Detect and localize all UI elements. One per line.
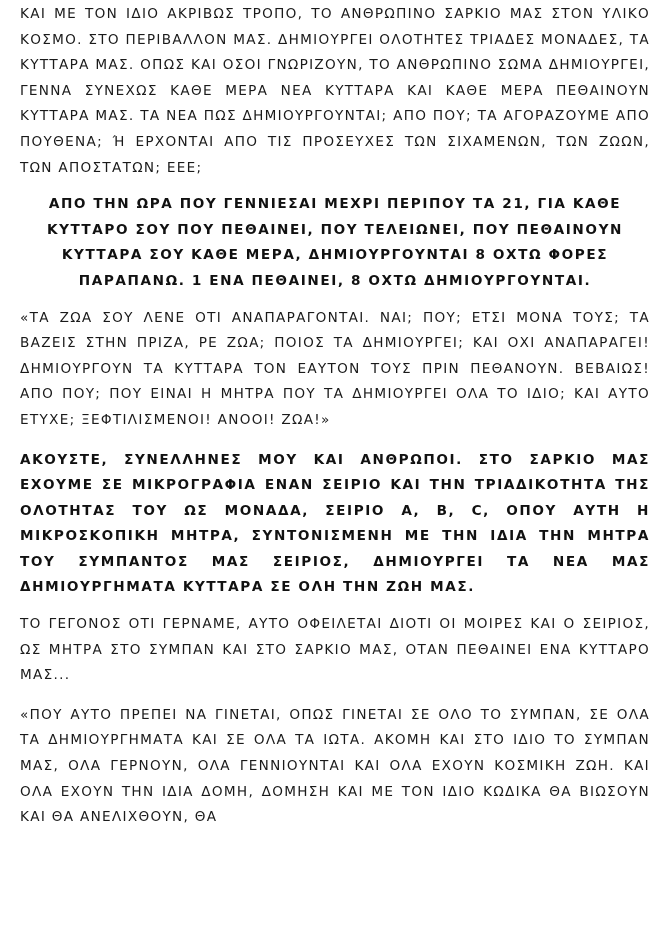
paragraph-intro: ΚΑΙ ΜΕ ΤΟΝ ΙΔΙΟ ΑΚΡΙΒΩΣ ΤΡΟΠΟ, ΤΟ ΑΝΘΡΩΠΙΝΟ ΣΑΡΚΙΟ ΜΑΣ ΣΤΟΝ ΥΛΙΚΟ ΚΟΣΜΟ. ΣΤΟ ΠΕΡΙΒΑΛΛΟΝ ΜΑΣ. ΔΗΜΙΟΥΡΓΕΙ ΟΛΟΤΗΤΕΣ ΤΡΙΑΔΕΣ ΜΟΝΑΔΕΣ, ΤΑ ΚΥΤΤΑΡΑ ΜΑΣ. ΟΠΩΣ ΚΑΙ ΟΣΟΙ ΓΝΩΡΙΖΟΥΝ, ΤΟ ΑΝΘΡΩΠΙΝΟ ΣΩΜΑ ΔΗΜΙΟΥΡΓΕΙ, ΓΕΝΝΑ ΣΥΝΕΧΩΣ ΚΑΘΕ ΜΕΡΑ ΝΕΑ ΚΥΤΤΑΡΑ ΚΑΙ ΚΑΘΕ ΜΕΡΑ ΠΕΘΑΙΝΟΥΝ ΚΥΤΤΑΡΑ ΜΑΣ. ΤΑ ΝΕΑ ΠΩΣ ΔΗΜΙΟΥΡΓΟΥΝΤΑΙ; ΑΠΟ ΠΟΥ; ΤΑ ΑΓΟΡΑΖΟΥΜΕ ΑΠΟ ΠΟΥΘΕΝΑ; Ή ΕΡΧΟΝΤΑΙ ΑΠΟ ΤΙΣ ΠΡΟΣΕΥΧΕΣ ΤΩΝ ΣΙΧΑΜΕΝΩΝ, ΤΩΝ ΖΩΩΝ, ΤΩΝ ΑΠΟΣΤΑΤΩΝ; ΕΕΕ; [20, 6, 650, 176]
paragraph-emphasis-cells: ΑΠΟ ΤΗΝ ΩΡΑ ΠΟΥ ΓΕΝΝΙΕΣΑΙ ΜΕΧΡΙ ΠΕΡΙΠΟΥ ΤΑ 21, ΓΙΑ ΚΑΘΕ ΚΥΤΤΑΡΟ ΣΟΥ ΠΟΥ ΠΕΘΑΙΝΕΙ, ΠΟΥ ΤΕΛΕΙΩΝΕΙ, ΠΟΥ ΠΕΘΑΙΝΟΥΝ ΚΥΤΤΑΡΑ ΣΟΥ ΚΑΘΕ ΜΕΡΑ, ΔΗΜΙΟΥΡΓΟΥΝΤΑΙ 8 ΟΧΤΩ ΦΟΡΕΣ ΠΑΡΑΠΑΝΩ. 1 ΕΝΑ ΠΕΘΑΙΝΕΙ, 8 ΟΧΤΩ ΔΗΜΙΟΥΡΓΟΥΝΤΑΙ. [46, 196, 623, 289]
paragraph-quote-universe: «ΠΟΥ ΑΥΤΟ ΠΡΕΠΕΙ ΝΑ ΓΙΝΕΤΑΙ, ΟΠΩΣ ΓΙΝΕΤΑΙ ΣΕ ΟΛΟ ΤΟ ΣΥΜΠΑΝ, ΣΕ ΟΛΑ ΤΑ ΔΗΜΙΟΥΡΓΗΜΑΤΑ ΚΑΙ ΣΕ ΟΛΑ ΤΑ ΙΩΤΑ. ΑΚΟΜΗ ΚΑΙ ΣΤΟ ΙΔΙΟ ΤΟ ΣΥΜΠΑΝ ΜΑΣ, ΟΛΑ ΓΕΡΝΟΥΝ, ΟΛΑ ΓΕΝΝΙΟΥΝΤΑΙ ΚΑΙ ΟΛΑ ΕΧΟΥΝ ΚΟΣΜΙΚΗ ΖΩΗ. ΚΑΙ ΟΛΑ ΕΧΟΥΝ ΤΗΝ ΙΔΙΑ ΔΟΜΗ, ΔΟΜΗΣΗ ΚΑΙ ΜΕ ΤΟΝ ΙΔΙΟ ΚΩΔΙΚΑ ΘΑ ΒΙΩΣΟΥΝ ΚΑΙ ΘΑ ΑΝΕΛΙΧΘΟΥΝ, ΘΑ [20, 706, 650, 826]
paragraph-quote-animals: «ΤΑ ΖΩΑ ΣΟΥ ΛΕΝΕ ΟΤΙ ΑΝΑΠΑΡΑΓΟΝΤΑΙ. ΝΑΙ; ΠΟΥ; ΕΤΣΙ ΜΟΝΑ ΤΟΥΣ; ΤΑ ΒΑΖΕΙΣ ΣΤΗΝ ΠΡΙΖΑ, ΡΕ ΖΩΑ; ΠΟΙΟΣ ΤΑ ΔΗΜΙΟΥΡΓΕΙ; ΚΑΙ ΟΧΙ ΑΝΑΠΑΡΑΓΕΙ! ΔΗΜΙΟΥΡΓΟΥΝ ΤΑ ΚΥΤΤΑΡΑ ΤΟΝ ΕΑΥΤΟΝ ΤΟΥΣ ΠΡΙΝ ΠΕΘΑΝΟΥΝ. ΒΕΒΑΙΩΣ! ΑΠΟ ΠΟΥ; ΠΟΥ ΕΙΝΑΙ Η ΜΗΤΡΑ ΠΟΥ ΤΑ ΔΗΜΙΟΥΡΓΕΙ ΟΛΑ ΤΟ ΙΔΙΟ; ΚΑΙ ΑΥΤΟ ΕΤΥΧΕ; ΞΕΦΤΙΛΙΣΜΕΝΟΙ! ΑΝΟΟΙ! ΖΩΑ!» [20, 309, 650, 428]
paragraph-address-sirius: ΑΚΟΥΣΤΕ, ΣΥΝΕΛΛΗΝΕΣ ΜΟΥ ΚΑΙ ΑΝΘΡΩΠΟΙ. ΣΤΟ ΣΑΡΚΙΟ ΜΑΣ ΕΧΟΥΜΕ ΣΕ ΜΙΚΡΟΓΡΑΦΙΑ ΕΝΑΝ ΣΕΙΡΙΟ ΚΑΙ ΤΗΝ ΤΡΙΑΔΙΚΟΤΗΤΑ ΤΗΣ ΟΛΟΤΗΤΑΣ ΤΟΥ ΩΣ ΜΟΝΑΔΑ, ΣΕΙΡΙΟ Α, Β, C, ΟΠΟΥ ΑΥΤΗ Η ΜΙΚΡΟΣΚΟΠΙΚΗ ΜΗΤΡΑ, ΣΥΝΤΟΝΙΣΜΕΝΗ ΜΕ ΤΗΝ ΙΔΙΑ ΤΗΝ ΜΗΤΡΑ ΤΟΥ ΣΥΜΠΑΝΤΟΣ ΜΑΣ ΣΕΙΡΙΟΣ, ΔΗΜΙΟΥΡΓΕΙ ΤΑ ΝΕΑ ΜΑΣ ΔΗΜΙΟΥΡΓΗΜΑΤΑ ΚΥΤΤΑΡΑ ΣΕ ΟΛΗ ΤΗΝ ΖΩΗ ΜΑΣ. [20, 451, 650, 596]
paragraph-aging: ΤΟ ΓΕΓΟΝΟΣ ΟΤΙ ΓΕΡΝΑΜΕ, ΑΥΤΟ ΟΦΕΙΛΕΤΑΙ ΔΙΟΤΙ ΟΙ ΜΟΙΡΕΣ ΚΑΙ Ο ΣΕΙΡΙΟΣ, ΩΣ ΜΗΤΡΑ ΣΤΟ ΣΥΜΠΑΝ ΚΑΙ ΣΤΟ ΣΑΡΚΙΟ ΜΑΣ, ΟΤΑΝ ΠΕΘΑΙΝΕΙ ΕΝΑ ΚΥΤΤΑΡΟ ΜΑΣ... [20, 616, 650, 684]
